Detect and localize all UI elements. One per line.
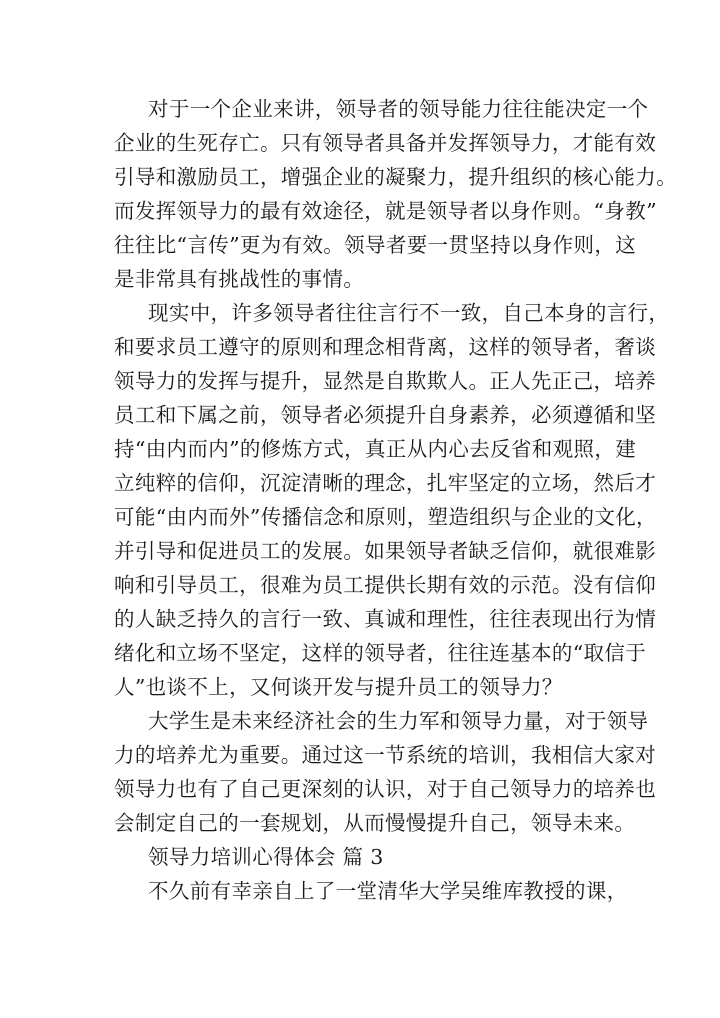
- paragraph-2-line-6: 立纯粹的信仰，沉淀清晰的理念，扎牢坚定的立场，然后才: [114, 471, 657, 495]
- paragraph-1-line-5: 往往比“言传”更为有效。领导者要一贯坚持以身作则，这: [114, 233, 637, 257]
- paragraph-1-line-6: 是非常具有挑战性的事情。: [114, 267, 365, 291]
- paragraph-2-line-11: 绪化和立场不坚定，这样的领导者，往往连基本的“取信于: [114, 641, 647, 665]
- paragraph-2-line-8: 并引导和促进员工的发展。如果领导者缺乏信仰，就很难影: [114, 539, 657, 563]
- paragraph-2-line-9: 响和引导员工，很难为员工提供长期有效的示范。没有信仰: [114, 573, 657, 597]
- paragraph-2-line-7: 可能“由内而外”传播信念和原则，塑造组织与企业的文化，: [114, 505, 657, 529]
- paragraph-2-line-4: 员工和下属之前，领导者必须提升自身素养，必须遵循和坚: [114, 403, 657, 427]
- paragraph-1-line-1: 对于一个企业来讲，领导者的领导能力往往能决定一个: [148, 97, 649, 121]
- paragraph-3-line-3: 领导力也有了自己更深刻的认识，对于自己领导力的培养也: [114, 777, 657, 801]
- paragraph-4-line-1: 不久前有幸亲自上了一堂清华大学吴维库教授的课，: [148, 879, 628, 903]
- paragraph-2-line-12: 人”也谈不上，又何谈开发与提升员工的领导力？: [114, 675, 563, 699]
- paragraph-1-line-4: 而发挥领导力的最有效途径，就是领导者以身作则。“身教”: [114, 199, 657, 223]
- section-heading: 领导力培训心得体会 篇 3: [148, 845, 384, 869]
- paragraph-2-line-5: 持“由内而内”的修炼方式，真正从内心去反省和观照，建: [114, 437, 637, 461]
- paragraph-1-line-2: 企业的生死存亡。只有领导者具备并发挥领导力，才能有效: [114, 131, 657, 155]
- paragraph-3-line-4: 会制定自己的一套规划，从而慢慢提升自己，领导未来。: [114, 811, 636, 835]
- paragraph-3-line-1: 大学生是未来经济社会的生力军和领导力量，对于领导: [148, 709, 649, 733]
- paragraph-2-line-1: 现实中，许多领导者往往言行不一致，自己本身的言行，: [148, 301, 670, 325]
- paragraph-2-line-2: 和要求员工遵守的原则和理念相背离，这样的领导者，奢谈: [114, 335, 657, 359]
- paragraph-1-line-3: 引导和激励员工，增强企业的凝聚力，提升组织的核心能力。: [114, 165, 677, 189]
- paragraph-2-line-3: 领导力的发挥与提升，显然是自欺欺人。正人先正己，培养: [114, 369, 657, 393]
- paragraph-2-line-10: 的人缺乏持久的言行一致、真诚和理性，往往表现出行为情: [114, 607, 657, 631]
- paragraph-3-line-2: 力的培养尤为重要。通过这一节系统的培训，我相信大家对: [114, 743, 657, 767]
